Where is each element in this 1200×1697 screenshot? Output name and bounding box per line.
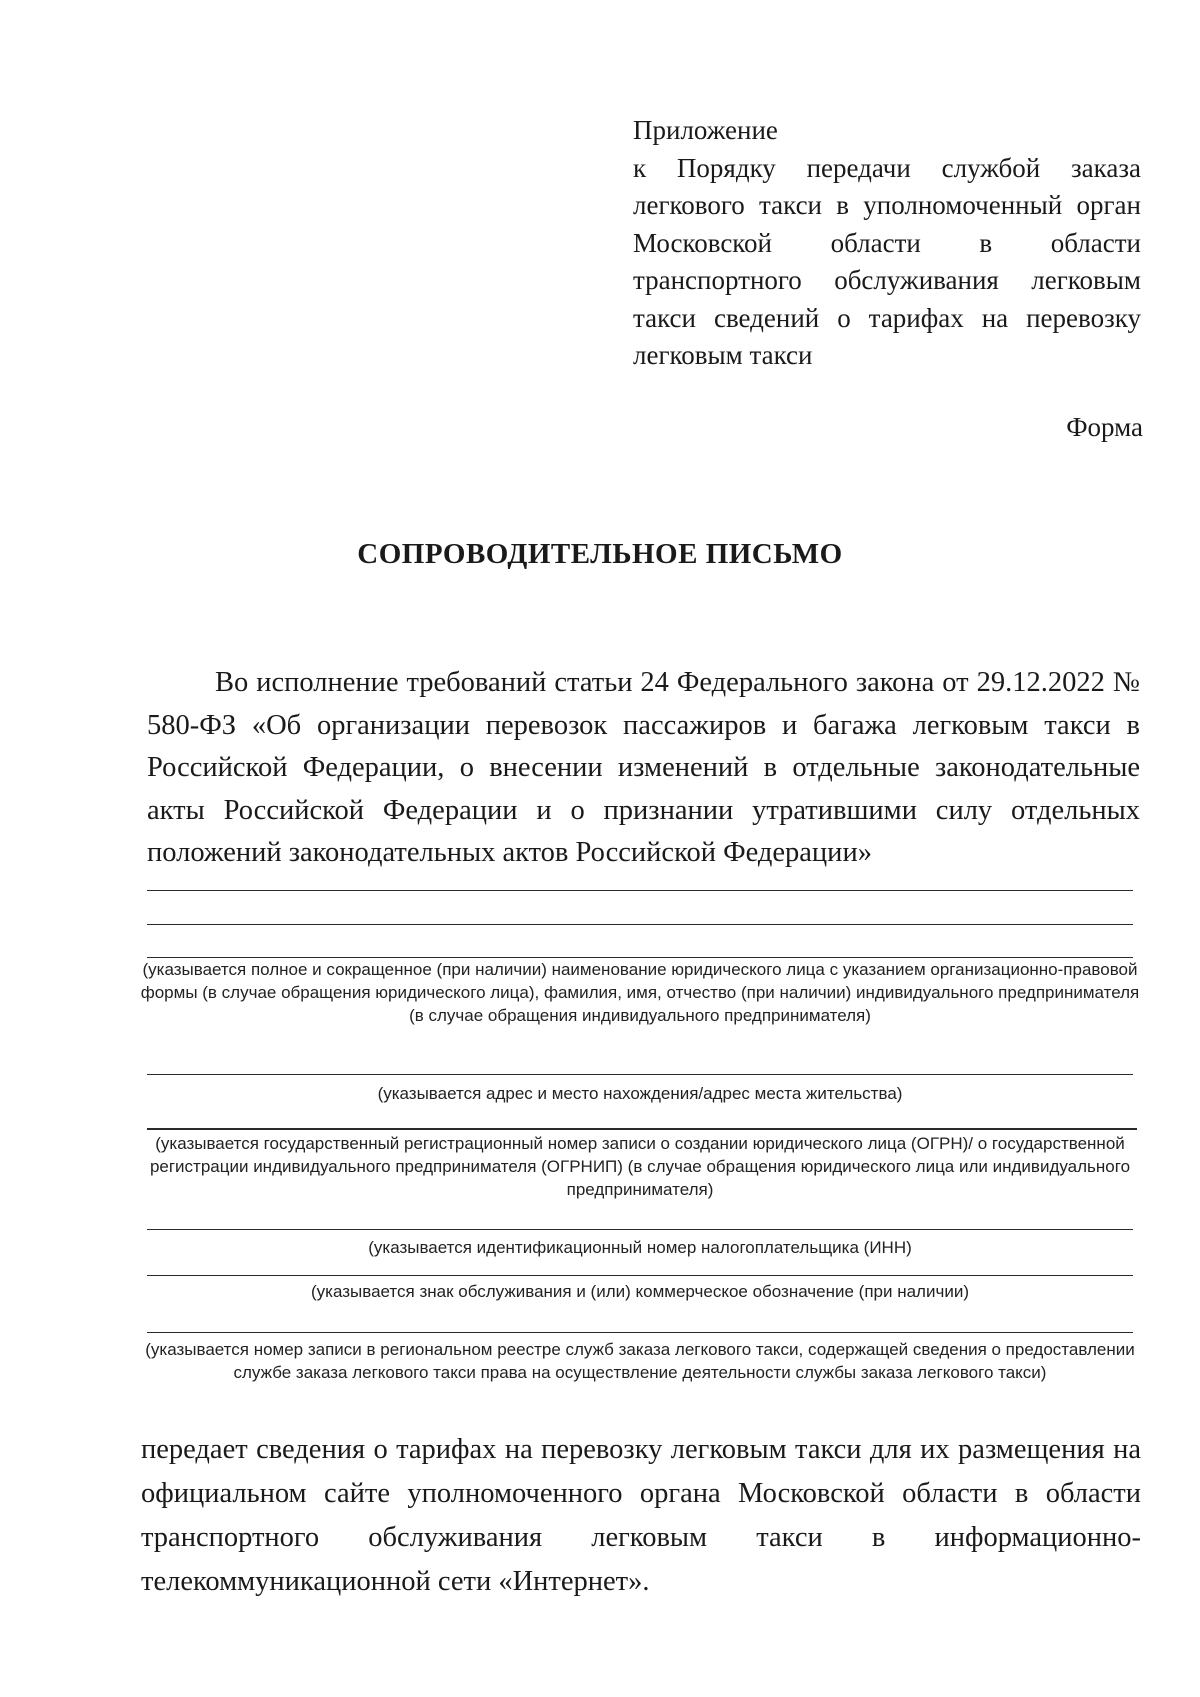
caption-name: (указывается полное и сокращенное (при наличии) наименование юридического лица с указанием организационно-правовой формы (в случае обращения юридического лица), фамилия, имя, отчество (при наличии) индивидуального предпринимателя (в случае обращения индивидуального предпринимателя) xyxy=(140,960,1140,1025)
appendix-text: к Порядку передачи службой заказа легкового такси в уполномоченный орган Московской области в области транспортного обслуживания легковым такси сведений о тарифах на перевозку легковым такси xyxy=(633,152,1141,370)
outro-paragraph: передает сведения о тарифах на перевозку легковым такси для их размещения на официальном сайте уполномоченного органа Московской области в области транспортного обслуживания легковым такси в информационно-телекоммуникационной сети «Интернет». xyxy=(141,1434,1141,1597)
appendix-heading: Приложение xyxy=(633,115,778,145)
caption-registry: (указывается номер записи в региональном реестре служб заказа легкового такси, содержащей сведения о предоставлении службе заказа легкового такси права на осуществление деятельности службы заказа легкового такси) xyxy=(145,1340,1135,1382)
fill-line-name-2 xyxy=(147,924,1133,925)
fill-line-address xyxy=(147,1074,1133,1075)
caption-inn: (указывается идентификационный номер налогоплательщика (ИНН) xyxy=(368,1238,912,1257)
form-label: Форма xyxy=(1066,412,1143,442)
fill-line-ogrn xyxy=(147,1128,1137,1130)
fill-line-registry xyxy=(147,1332,1133,1333)
document-title: СОПРОВОДИТЕЛЬНОЕ ПИСЬМО xyxy=(357,538,843,570)
intro-text: Во исполнение требований статьи 24 Федерального закона от 29.12.2022 № 580-ФЗ «Об организации перевозок пассажиров и багажа легковым такси в Российской Федерации, о внесении изменений в отдельные законодательные акты Российской Федерации и о признании утратившими силу отдельных положений законодательных актов Российской Федерации» xyxy=(147,667,1140,868)
caption-trademark: (указывается знак обслуживания и (или) коммерческое обозначение (при наличии) xyxy=(311,1282,969,1301)
intro-paragraph xyxy=(147,662,1140,875)
appendix-block xyxy=(633,112,1141,375)
caption-address: (указывается адрес и место нахождения/адрес места жительства) xyxy=(377,1084,903,1103)
caption-ogrn: (указывается государственный регистрационный номер записи о создании юридического лица (ОГРН)/ о государственной регистрации индивидуального предпринимателя (ОГРНИП) (в случае обращения юридического лица или индивидуального предпринимателя) xyxy=(149,1134,1131,1199)
fill-line-name-1 xyxy=(147,890,1133,891)
fill-line-inn xyxy=(147,1229,1133,1230)
fill-line-trademark xyxy=(147,1275,1133,1276)
